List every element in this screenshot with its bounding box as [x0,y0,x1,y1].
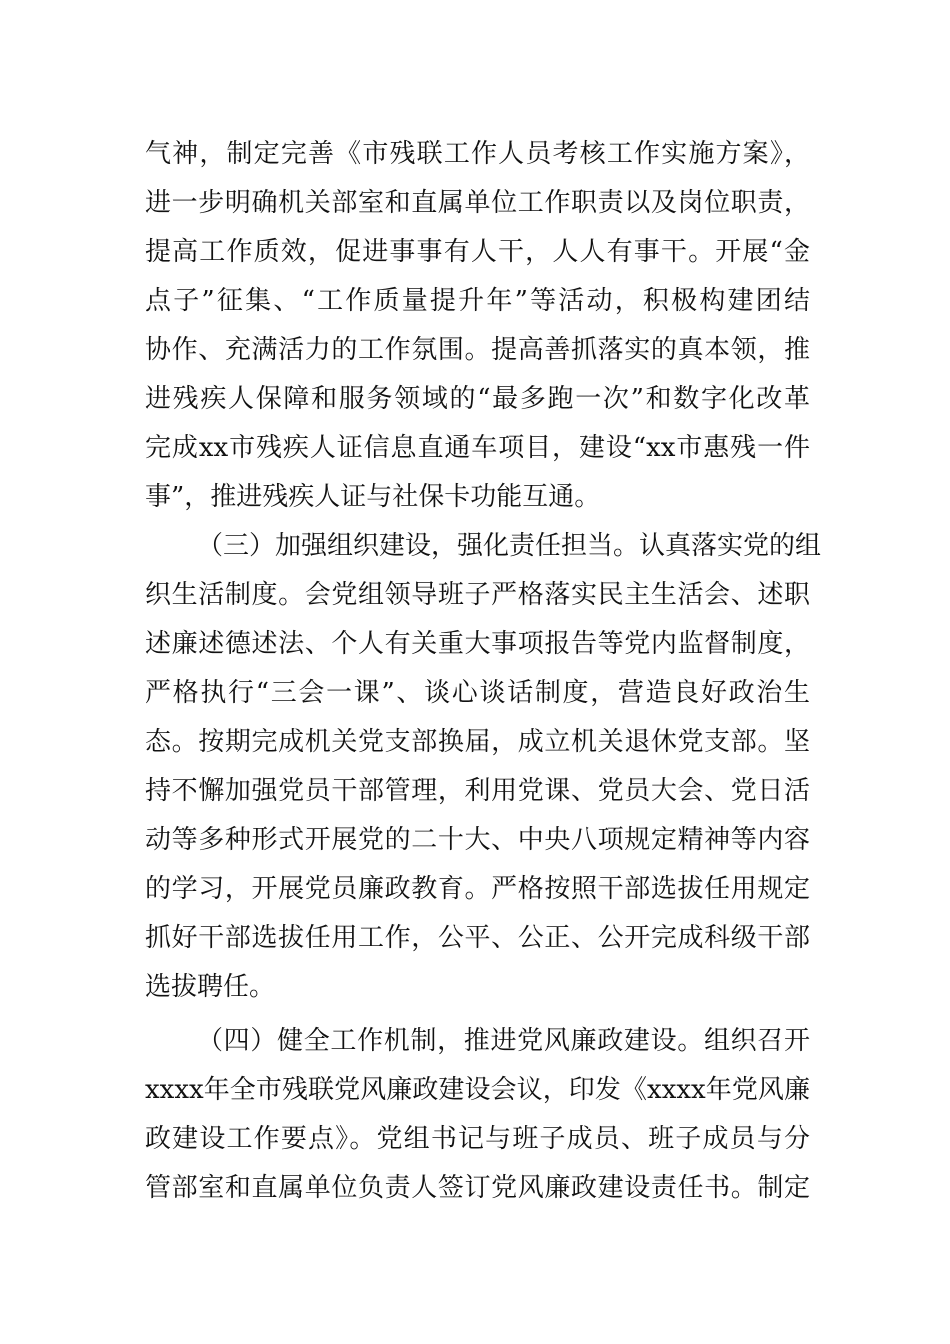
text-line: 气神，制定完善《市残联工作人员考核工作实施方案》， [145,139,810,169]
paragraph-heading-line: （三）加强组织建设，强化责任担当。认真落实党的组 [197,531,822,561]
text-line: 织生活制度。会党组领导班子严格落实民主生活会、述职 [145,580,810,610]
text-line: 提高工作质效，促进事事有人干，人人有事干。开展“金 [145,237,810,267]
text-line: 述廉述德述法、个人有关重大事项报告等党内监督制度， [145,629,810,659]
text-line: 管部室和直属单位负责人签订党风廉政建设责任书。制定 [145,1173,810,1203]
text-line: 抓好干部选拔任用工作，公平、公正、公开完成科级干部 [145,923,810,953]
text-line: 协作、充满活力的工作氛围。提高善抓落实的真本领，推 [145,335,810,365]
text-line: 进一步明确机关部室和直属单位工作职责以及岗位职责， [145,188,810,218]
text-line: 严格执行“三会一课”、谈心谈话制度，营造良好政治生 [145,678,810,708]
text-line: xxxx年全市残联党风廉政建设会议，印发《xxxx年党风廉 [145,1075,810,1105]
text-line: 动等多种形式开展党的二十大、中央八项规定精神等内容 [145,825,810,855]
text-line: 持不懈加强党员干部管理，利用党课、党员大会、党日活 [145,776,810,806]
text-line: 态。按期完成机关党支部换届，成立机关退休党支部。坚 [145,727,810,757]
text-line: 的学习，开展党员廉政教育。严格按照干部选拔任用规定 [145,874,810,904]
text-line: 点子”征集、“工作质量提升年”等活动，积极构建团结 [145,286,810,316]
text-line: 选拔聘任。 [145,972,276,1002]
text-line: 进残疾人保障和服务领域的“最多跑一次”和数字化改革 [145,384,810,414]
paragraph-heading-line: （四）健全工作机制，推进党风廉政建设。组织召开 [197,1026,810,1056]
text-line: 完成xx市残疾人证信息直通车项目，建设“xx市惠残一件 [145,433,810,463]
text-line: 政建设工作要点》。党组书记与班子成员、班子成员与分 [145,1124,810,1154]
text-line: 事”，推进残疾人证与社保卡功能互通。 [145,482,601,512]
